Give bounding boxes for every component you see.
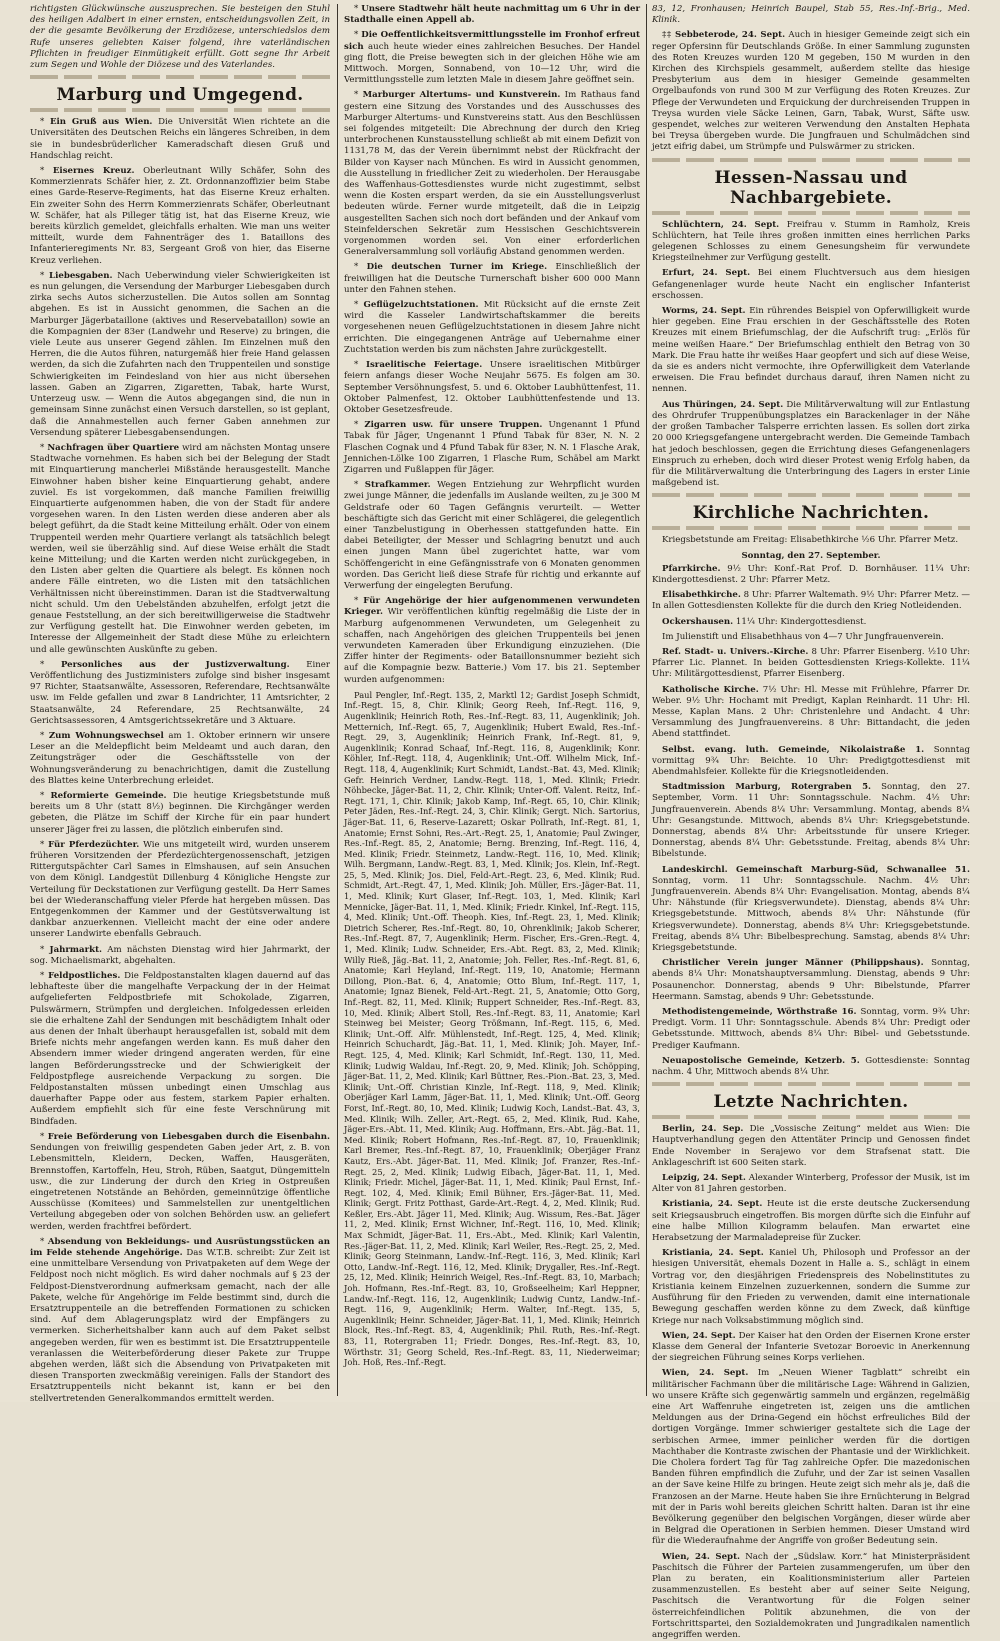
article-title: Feldpostliches. — [48, 971, 121, 982]
article-title: Christlicher Verein junger Männer (Philippshaus). — [662, 958, 924, 969]
article-title: Sebbeterode, 24. Sept. — [675, 30, 786, 41]
article-title: Wien, 24. Sept. — [662, 1551, 741, 1562]
separator-bar — [652, 158, 970, 162]
section-heading: Hessen-Nassau und Nachbargebiete. — [714, 167, 908, 208]
article: * Ein Gruß aus Wien. Die Universität Wien richtete an die Universitäten des Deutschen Reichs ein längeres Schreiben, in dem sie in bundesbrüderlicher Kameradschaft diesen Gruß und Handschlag reicht. — [30, 117, 331, 161]
article: * Unsere Stadtwehr hält heute nachmittag um 6 Uhr in der Stadthalle einen Appell ab. — [344, 4, 640, 26]
article-title: Unsere Stadtwehr hält heute nachmittag um 6 Uhr in der Stadthalle einen Appell ab. — [344, 4, 640, 26]
article-text: Sendungen von freiwillig gespendeten Gaben jeder Art, z. B. von Lebensmitteln, Kleidern, Decken, Waffen, Hausgeräten, Brennstoffen, Kartoffeln, Heu, Stroh, Rüben, Saatgut, Düngemitteln usw., die zur Linderung der durch den Krieg in Ostpreußen eingetretenen Notstände an Behörden, gemeinnützige öffentliche Ausschüsse (Komitees) und Sammelstellen zur unentgeltlichen Verteilung abgegeben oder von solchen Behörden usw. an geliefert werden, werden frachtfrei befördert. — [30, 1143, 330, 1232]
article: * Die Oeffentlichkeitsvermittlungsstelle im Fronhof erfreut sich auch heute wieder eines zahlreichen Besuches. Der Handel ging flott, die Preise bewegten sich in der gleichen Höhe wie am Mittwoch. Morgen, Sonnabend, von 10—12 Uhr, wird die Vermittlungsstelle zum letzten Male in diesem Jahre geöffnet sein. — [344, 30, 640, 86]
article-text: Freifrau v. Stumm in Ramholz, Kreis Schlüchtern, hat Teile ihres großen inmitten eines herrlichen Parks gelegenen Schlosses zu einem Genesungsheim für verwundete Kriegsteilnehmer zur Verfügung gestellt. — [652, 219, 970, 264]
article-text: 8 Uhr: Pfarrer Waltemath. 9½ Uhr: Pfarrer Metz. — In allen Gottesdiensten Kollekte für die durch den Krieg Notleidenden. — [652, 590, 971, 612]
article — [652, 306, 970, 396]
article-text: Die Universität Wien richtete an die Universitäten des Deutschen Reichs ein längeres Schreiben, in dem sie in bundesbrüderlicher Kameradschaft diesen Gruß und Handschlag reicht. — [30, 117, 331, 161]
church-item — [652, 1056, 970, 1078]
article: * Strafkammer. Wegen Entziehung zur Wehrpflicht wurden zwei junge Männer, die jedenfalls im Auslande weilten, zu je 300 M Geldstrafe oder 60 Tagen Gefängnis verurteilt. — Wetter beschäftigte sich das Gericht mit einer Schlägerei, die gelegentlich einer Tanzbelustigung in Oberhessen stattgefunden hatte. Ein dabei Beteiligter, der Messer und Schlagring benutzt und auch einen jungen Mann übel zugerichtet hatte, war vom Schöffengericht in eine Gefängnisstrafe von 6 Monaten genommen worden. Das Gericht ließ diese Strafe für richtig und erkannte auf Verwerfung der eingelegten Berufung. — [344, 480, 640, 591]
article: * Personliches aus der Justizverwaltung. Einer Veröffentlichung des Justizministers zufolge sind bisher insgesamt 97 Richter, Staatsanwälte, Assessoren, Referendare, Rechtsanwälte usw. im Felde gefallen und zwar 8 Landrichter, 11 Amtsrichter, 2 Staatsanwälte, 24 Referendare, 25 Rechtsanwälte, 24 Gerichtsassessoren, 4 Amtsgerichtssekretäre und 3 Aktuare. — [30, 659, 331, 726]
article-title: Marburger Altertums- und Kunstverein. — [362, 90, 561, 101]
separator-bar — [652, 211, 970, 215]
article-title: Für Pferdezüchter. — [48, 839, 140, 850]
article-text: Einer Veröffentlichung des Justizministers zufolge sind bisher insgesamt 97 Richter, Staatsanwälte, Assessoren, Referendare, Rechtsanwälte usw. im Felde gefallen und zwar 8 Landrichter, 11 Amtsrichter, 2 Staatsanwälte, 24 Referendare, 25 Rechtsanwälte, 24 Gerichtsassessoren, 4 Amtsgerichtssekretäre und 3 Aktuare. — [30, 659, 331, 726]
article-text: Im Julienstift und Elisabethhaus von 4—7 Uhr Jungfrauenverein. — [662, 631, 944, 642]
article-text: Gottesdienste: Sonntag nachm. 4 Uhr, Mittwoch abends 8¼ Uhr. — [652, 1055, 971, 1078]
article: ‡‡ Sebbeterode, 24. Sept. Auch in hiesiger Gemeinde zeigt sich ein reger Opfersinn für Deutschlands Größe. In einer Sammlung zugunsten des Roten Kreuzes wurden 120 M gegeben, 150 M wurden in den Kirchen des Kirchspiels gesammelt, außerdem stellte das hiesige Presbyterium aus dem in hiesiger Gemeinde gesammelten Orgelbaufonds von rund 300 M zur Verfügung des Roten Kreuzes. Zur Pflege der Verwundeten und Erquickung der durchreisenden Truppen in Treysa wurden viele Säcke Leinen, Garn, Tabak, Wurst, Säfte usw. gespendet, welches zur weiteren Verwendung den Anstalten Hephata bei Treysa übergeben wurde. Die Jungfrauen und Schulmädchen sind jetzt eifrig dabei, um Strümpfe und Pulswärmer zu stricken. — [652, 30, 971, 153]
article-text: Einschließlich der freiwilligen hat die Deutsche Turnerschaft bisher 600 000 Mann unter den Fahnen stehen. — [344, 262, 641, 295]
article: * Freie Beförderung von Liebesgaben durch die Eisenbahn. Sendungen von freiwillig gespendeten Gaben jeder Art, z. B. von Lebensmitteln, Kleidern, Decken, Waffen, Hausgeräten, Brennstoffen, Kartoffeln, Heu, Stroh, Rüben, Saatgut, Düngemitteln usw., die zur Linderung der durch den Krieg in Ostpreußen eingetretenen Notstände an Behörden, gemeinnützige öffentliche Ausschüsse (Komitees) und Sammelstellen zur unentgeltlichen Verteilung abgegeben oder von solchen Behörden usw. an geliefert werden, werden frachtfrei befördert. — [30, 1131, 330, 1232]
column-left — [30, 4, 331, 1404]
article: * Israelitische Feiertage. Unsere israelitischen Mitbürger feiern anfangs dieser Woche Neujahr 5675. Es folgen am 30. September Versöhnungsfest, 5. und 6. Oktober Laubhüttenfest, 11. Oktober Palmenfest, 12. Oktober Laubhüttenfestende und 13. Oktober Gesetzesfreude. — [344, 360, 641, 415]
article-title: Ockershausen. — [662, 616, 734, 627]
article-title: Zigarren usw. für unsere Truppen. — [364, 420, 543, 431]
separator-bar — [30, 75, 330, 79]
news-item — [652, 1368, 970, 1547]
article-title: Kristiania, 24. Sept. — [662, 1248, 764, 1259]
news-item — [652, 1331, 970, 1365]
article-title: Neuapostolische Gemeinde, Ketzerb. 5. — [662, 1055, 860, 1066]
article-title: Wien, 24. Sept. — [662, 1368, 749, 1379]
article-text: 9½ Uhr: Konf.-Rat Prof. D. Bornhäuser. 11¼ Uhr: Kindergottesdienst. 2 Uhr: Pfarrer Metz. — [652, 563, 970, 585]
church-item — [652, 647, 970, 681]
article-title: Israelitische Feiertage. — [365, 360, 483, 371]
article-title: Zum Wohnungswechsel — [48, 730, 164, 741]
separator-bar — [652, 1082, 970, 1086]
article-title: Selbst. evang. luth. Gemeinde, Nikolaistraße 1. — [662, 744, 925, 755]
news-item — [652, 1124, 970, 1169]
article-title: Die deutschen Turner im Kriege. — [366, 262, 548, 273]
article-text: Alexander Winterberg, Professor der Musik, ist im Alter von 81 Jahren gestorben. — [652, 1173, 970, 1195]
article-text: 7½ Uhr: Hl. Messe mit Frühlehre, Pfarrer Dr. Weber. 9½ Uhr: Hochamt mit Predigt, Kaplan Reinhardt. 11 Uhr: Hl. Messe, Kaplan Mans. 2 Uhr: Christenlehre und Andacht. 4 Uhr: Versammlung des Jungfrauenvereins. 8 Uhr: Bittandacht, die jeden Abend stattfindet. — [652, 684, 970, 740]
article-title: Wien, 24. Sept. — [662, 1330, 736, 1341]
article-text: Wie uns mitgeteilt wird, wurden unserem früheren Vorsitzenden der Pferdezüchtergenossenschaft, jetzigen Rittergutspächter Carl Sames in Elmshausen, auf sein Ansuchen von dem Königl. Landgestüt Dillenburg 4 Königliche Hengste zur Verteilung für Deckstationen zur Verfügung gestellt. Da Herr Sames bei der Wiederanschaffung vieler Pferde hat hergeben müssen. Das Entgegenkommen der Kammer und der Gestütsverwaltung ist dankbar anzuerkennen. Vielleicht macht der eine oder andere unserer Landwirte ebenfalls Gebrauch. — [30, 839, 331, 940]
article-text: 8 Uhr: Pfarrer Eisenberg. ½10 Uhr: Pfarrer Lic. Plannet. In beiden Gottesdiensten Kriegs-Kollekte. 11¼ Uhr: Militärgottesdienst, Pfarrer Eisenberg. — [652, 646, 971, 680]
section-heading: Kirchliche Nachrichten. — [692, 503, 930, 524]
article: * Zum Wohnungswechsel am 1. Oktober erinnern wir unsere Leser an die Meldepflicht beim Meldeamt und auch daran, den Zeitungsträger oder die Geschäftsstelle von der Wohnungsveränderung zu benachrichtigen, damit die Zustellung des Blattes keine Unterbrechung erleidet. — [30, 730, 330, 786]
article-title: Geflügelzuchtstationen. — [363, 300, 479, 311]
news-item — [652, 1248, 970, 1326]
article: * Für Pferdezüchter. Wie uns mitgeteilt wird, wurden unserem früheren Vorsitzenden der Pferdezüchtergenossenschaft, jetzigen Rittergutspächter Carl Sames in Elmshausen, auf sein Ansuchen von dem Königl. Landgestüt Dillenburg 4 Königliche Hengste zur Verteilung für Deckstationen zur Verfügung gestellt. Da Herr Sames bei der Wiederanschaffung vieler Pferde hat hergeben müssen. Das Entgegenkommen der Kammer und der Gestütsverwaltung ist dankbar anzuerkennen. Vielleicht macht der eine oder andere unserer Landwirte ebenfalls Gebrauch. — [30, 839, 331, 940]
church-item — [652, 958, 970, 1003]
church-item — [652, 1007, 970, 1052]
news-item — [652, 1173, 970, 1195]
church-item — [652, 617, 970, 628]
article-text: Sonntag, vorm. 11 Uhr: Sonntagsschule. Nachm. 4½ Uhr: Jungfrauenverein. Abends 8¼ Uhr: Evangelisation. Montag, abends 8¼ Uhr: Nähstunde (für Kriegsverwundete). Dienstag, abends 8¼ Uhr: Kriegsgebetstunde. Mittwoch, abends 8¼ Uhr: Nähstunde (für Kriegsverwundete). Donnerstag, abends 8¼ Uhr: Kriegsgebetstunde. Freitag, abends 8¼ Uhr: Bibelbesprechung. Samstag, abends 8¼ Uhr: Kriegsgebetstunde. — [652, 875, 970, 954]
article-text: Die Militärverwaltung will zur Entlastung des Ohrdrufer Truppenübungsplatzes ein Barackenlager in der Nähe der großen Tambacher Talsperre errichten lassen. Es sollen dort zirka 20 000 Kriegsgefangene untergebracht werden. Die Gemeinde Tambach hat jedoch beschlossen, gegen die Errichtung dieses Gefangenenlagers Einspruch zu erheben, doch wird dieser Protest wenig Erfolg haben, da für die Militärverwaltung die Unterbringung des Lagers in erster Linie maßgebend ist. — [652, 399, 970, 489]
article-text: Im Rathaus fand gestern eine Sitzung des Vorstandes und des Ausschusses des Marburger Altertums- und Kunstvereins statt. Aus den Beschlüssen sei folgendes mitgeteilt: Die Abrechnung der durch den Krieg unterbrochenen Kunstausstellung schließt ab mit einem Defizit von 1131,78 M, das der Verein übernimmt nebst der Rückfracht der Bilder von Kayser nach München. Es wird in Aussicht genommen, die Ausstellung in friedlicher Zeit zu wiederholen. Der Herausgabe des Waffenhaus-Gottesdienstes wurde nicht zugestimmt, selbst wenn die Kosten erspart werden, da sie ein Ausstellungsverlust bedeuten würde. Ferner wurde mitgeteilt, daß die in Leipzig ausgestellten Sachen sich noch dort befänden und der Ankauf vom Steinfelderschen Sekretär zum Hessischen Geschichtsverein vorgenommen worden sei. Von einer erforderlichen Generalversammlung soll vorläufig Abstand genommen werden. — [344, 90, 641, 258]
continued-text: 83, 12, Fronhausen; Heinrich Baupel, Stab 55, Res.-Inf.-Brig., Med. Klinik. — [652, 4, 970, 26]
article-text: Mit Rücksicht auf die ernste Zeit wird die Kasseler Landwirtschaftskammer die bereits vorgesehenen neuen Geflügelzuchtstationen in diesem Jahre nicht errichten. Die eingegangenen Anträge auf Uebernahme einer Zuchtstation werden bis zum nächsten Jahre zurückgestellt. — [344, 300, 641, 355]
article-text: Die Feldpostanstalten klagen dauernd auf das lebhafteste über die mangelhafte Verpackung der in der Heimat aufgelieferten Feldpostbriefe mit Schokolade, Zigarren, Pulswärmern, Strümpfen und dergleichen. Infolgedessen erleiden sie die erhaltene Zahl der Sendungen mit beschädigtem Inhalt oder aus denen der Inhalt überhaupt herausgefallen ist, sobald mit dem Briefe nichts mehr angefangen werden kann. Es muß daher den Absendern immer wieder dringend angeraten werden, für eine langen Beförderungsstrecke und der Schwierigkeit der Feldpostpflege ausreichende Verpackung zu sorgen. Die Feldpostanstalten müssen unbedingt einen Umschlag aus dauerhafter Pappe oder aus festem, starkem Papier erhalten. Außerdem empfiehlt sich für eine feste Verschnürung mit Bindfaden. — [30, 971, 330, 1127]
article: * Für Angehörige der hier aufgenommenen verwundeten Krieger. Wir veröffentlichen künftig regelmäßig die Liste der in Marburg aufgenommenen Verwundeten, um Gelegenheit zu schaffen, nach Angehörigen des gleichen Truppenteils bei jenen verwundeten Kameraden über Erkundigung einzuziehen. (Die Ziffer hinter der Regiments- oder Bataillonsnummer bezieht sich auf die Kompagnie bezw. Batterie.) Vom 17. bis 21. September wurden aufgenommen: — [344, 596, 640, 685]
article-text: Sonntag vormittag 9¾ Uhr: Beichte. 10 Uhr: Predigtgottesdienst mit Abendmahlsfeier. Kollekte für die Kriegsnotleidenden. — [652, 744, 970, 777]
separator-bar — [652, 493, 970, 497]
article-title: Pfarrkirche. — [662, 563, 721, 574]
article: * Jahrmarkt. Am nächsten Dienstag wird hier Jahrmarkt, der sog. Michaelismarkt, abgehalten. — [30, 944, 330, 966]
article-title: Methodistengemeinde, Wörthstraße 16. — [662, 1007, 857, 1018]
separator-bar — [30, 108, 330, 112]
article: * Feldpostliches. Die Feldpostanstalten klagen dauernd auf das lebhafteste über die mangelhafte Verpackung der in der Heimat aufgelieferten Feldpostbriefe mit Schokolade, Zigarren, Pulswärmern, Strümpfen und dergleichen. Infolgedessen erleiden sie die erhaltene Zahl der Sendungen mit beschädigtem Inhalt oder aus denen der Inhalt überhaupt herausgefallen ist, sobald mit dem Briefe nichts mehr angefangen werden kann. Es muß daher den Absendern immer wieder dringend angeraten werden, für eine langen Beförderungsstrecke und der Schwierigkeit der Feldpostpflege ausreichende Verpackung zu sorgen. Die Feldpostanstalten müssen unbedingt einen Umschlag aus dauerhafter Pappe oder aus festem, starkem Papier erhalten. Außerdem empfiehlt sich für eine feste Verschnürung mit Bindfaden. — [30, 971, 330, 1127]
article-title: Erfurt, 24. Sept. — [662, 268, 751, 279]
article-text: Oberleutnant Willy Schäfer, Sohn des Kommerzienrats Schäfer hier, z. Zt. Ordonnanzoffizier beim Stabe eines Garde-Reserve-Regiments, hat das Eiserne Kreuz erhalten. Ein zweiter Sohn des Herrn Kommerzienrats Schäfer, Oberleutnant W. Schäfer, hat als Pilleger tätig ist, hat das Eiserne Kreuz, wie bereits kürzlich gemeldet, gleichfalls erhalten. Wie man uns weiter mitteilt, wurde dem Fahnenträger des 1. Bataillons des Infanterieregiments Nr. 83, Sergeant Groß von hier, das Eiserne Kreuz verliehen. — [30, 166, 331, 266]
article-text: Sonntag, den 27. September, Vorm. 11 Uhr: Sonntagsschule. Nachm. 4½ Uhr: Jungfrauenverein. Abends 8¼ Uhr: Versammlung. Montag, abends 8¼ Uhr: Gesangstunde. Mittwoch, abends 8¼ Uhr: Kriegsgebetstunde. Donnerstag, abends 8¼ Uhr: Arbeitsstunde für unsere Krieger. Donnerstag, abends 8¼ Uhr: Gebetsstunde. Freitag, abends 8¼ Uhr: Bibelstunde. — [652, 782, 970, 860]
article-title: Landeskirchl. Gemeinschaft Marburg-Süd, Schwanallee 51. — [662, 864, 970, 875]
church-item — [652, 590, 970, 612]
article-text: Sonntag, abends 8¼ Uhr: Monatshauptversammlung. Dienstag, abends 9 Uhr: Posaunenchor. Donnerstag, abends 9 Uhr: Bibelstunde, Pfarrer Heermann. Samstag, abends 9 Uhr: Gebetsstunde. — [652, 958, 971, 1002]
article — [652, 268, 970, 302]
article-text: Im „Neuen Wiener Tagblatt“ schreibt ein militärischer Fachmann über die militärische Lage: Während in Galizien, wo unsere Kräfte sich gegenwärtig sammeln und ergänzen, regelmäßig eine Art Waffenruhe eingetreten ist, zeigen uns die amtlichen Meldungen aus der Drina-Gegend ein höchst erfreuliches Bild der dortigen Vorgänge. Immer schwieriger gestaltete sich die Lage der serbischen Armee, immer peinlicher werden für die dortigen Machthaber die Kontraste zwischen der Phantasie und der Wirklichkeit. Die Cholera fordert Tag für Tag zahlreiche Opfer. Die mazedonischen Banden führen empfindlich die Zufuhr, und der Zar ist seinen Vasallen an der Save keine Hilfe zu bringen. Heute zeigt sich mehr als je, daß die Franzosen an der Marne. Heute haben Sie ihre Ernüchterung in Belgrad mit der in Paris wohl bereits gleichen Schritt halten. Daran ist ihr eine Bevölkerung gegenüber den belgischen Vorgängen, dieser würde aber in Belgrad die Operationen in Serbien hemmen. Dieser Umstand wird für die Wiederaufnahme der Angriffe von großer Bedeutung sein. — [652, 1368, 971, 1547]
article-text: 11¼ Uhr: Kindergottesdienst. — [735, 616, 867, 627]
wounded-list: Paul Pengler, Inf.-Regt. 135, 2, Marktl 12; Gardist Joseph Schmidt, Inf.-Regt. 15, 8, Chir. Klinik; Georg Reeh, Inf.-Regt. 116, 9, Augenklinik; Heinrich Roth, Res.-Inf.-Regt. 83, 11, Augenklinik; Joh. Metternich, Inf.-Regt. 65, 7, Augenklinik; Hubert Ewald, Res.-Inf.-Regt. 29, 3, Augenklinik; Heinrich Frank, Inf.-Regt. 81, 9, Augenklinik; Konrad Schaaf, Inf.-Regt. 116, 8, Augenklinik; Konr. Köhler, Inf.-Regt. 118, 4, Augenklinik; Unt.-Off. Wilhelm Mick, Inf.-Regt. 118, 4, Augenklinik; Kurt Schmidt, Landst.-Bat. 43, Med. Klinik; Gefr. Heinrich Verdner, Landw.-Regt. 118, 1, Med. Klinik; Friedr. Nöhbecke, Jäger-Bat. 11, 2, Chir. Klinik; Unter-Off. Valent. Reitz, Inf.-Regt. 171, 1, Chir. Klinik; Jakob Kamp, Inf.-Regt. 65, 10, Chir. Klinik; Peter Jäden, Res.-Inf.-Regt. 24, 3, Chir. Klinik; Gergt. Nich. Sartorius, Jäger-Bat. 11, 6, Reserve-Lazarett; Oskar Pollrath, Inf.-Regt. 81, 1, Anatomie; Ernst Sohni, Res.-Art.-Regt. 25, 1, Anatomie; Paul Zwinger, Res.-Inf.-Regt. 85, 2, Anatomie; Berng. Brenzing, Inf.-Regt. 116, 4, Med. Klinik; Friedr. Steinmetz, Landw.-Regt. 116, 10, Med. Klinik; Wilh. Bergmann, Landw.-Regt. 83, 1, Med. Klinik; Jos. Klein, Inf.-Regt. 25, 5, Med. Klinik; Jos. Diel, Feld-Art.-Regt. 23, 6, Med. Klinik; Rud. Schmidt, Art.-Regt. 47, 1, Med. Klinik; Joh. Müller, Ers.-Jäger-Bat. 11, 1, Med. Klinik; Kurt Glaser, Inf.-Regt. 103, 1, Med. Klinik; Karl Mennicke, Jäger-Bat. 11, 1, Med. Klinik; Friedr. Kinkel, Inf.-Regt. 115, 4, Med. Klinik; Unt.-Off. Theoph. Kies, Inf.-Regt. 23, 1, Med. Klinik; Dietrich Scherer, Res.-Inf.-Regt. 80, 10, Ohrenklinik; Jakob Scherer, Res.-Inf.-Regt. 87, 7, Augenklinik; Herm. Fischer, Ers.-Gren.-Regt. 4, 1, Med. Klinik; Ludw. Schneider, Ers.-Abt. Regt. 83, 2, Med. Klinik; Willy Rieß, Jäg.-Bat. 11, 2, Anatomie; Joh. Feller, Res.-Inf.-Regt. 81, 6, Anatomie; Karl Heyland, Inf.-Regt. 119, 10, Anatomie; Hermann Dillong, Pion.-Bat. 6, 4, Anatomie; Otto Blum, Inf.-Regt. 117, 1, Anatomie; Ignaz Bienek, Feld-Art.-Regt. 21, 5, Anatomie; Otto Gorg, Inf.-Regt. 82, 11, Med. Klinik; Ruppert Schneider, Res.-Inf.-Regt. 83, 10, Med. Klinik; Albert Stoll, Res.-Inf.-Regt. 83, 11, Anatomie; Karl Steinweg bei Meister; Georg Trößmann, Inf.-Regt. 115, 6, Med. Klinik; Unt.-Off. Alfr. Mühlenstedt, Inf.-Regt. 125, 4, Med. Klinik; Heinrich Schuchardt, Jäg.-Bat. 11, 1, Med. Klinik; Joh. Mayer, Inf.-Regt. 125, 4, Med. Klinik; Karl Schmidt, Inf.-Regt. 130, 11, Med. Klinik; Ludwig Waldau, Inf.-Regt. 20, 9, Med. Klinik; Joh. Schöpping, Jäger-Bat. 11, 2, Med. Klinik; Karl Büttner, Res.-Pion.-Bat. 23, 3, Med. Klinik; Unt.-Off. Christian Kinzle, Inf.-Regt. 118, 9, Med. Klinik; Oberjäger Karl Lamm, Jäger-Bat. 11, 1, Med. Klinik; Unt.-Off. Georg Forst, Inf.-Regt. 80, 10, Med. Klinik; Ludwig Koch, Landst.-Bat. 43, 3, Med. Klinik; Wilh. Zeller, Art.-Regt. 65, 2, Med. Klinik, Rud. Kahe, Jäger-Ers.-Abt. 11, Med. Klinik; Aug. Hoffmann, Ers.-Abt. Jäg.-Bat. 11, Med. Klinik; Robert Hofmann, Res.-Inf.-Regt. 87, 10, Frauenklinik; Karl Bremer, Res.-Inf.-Regt. 87, 10, Frauenklinik; Oberjäger Franz Kautz, Ers.-Abt. Jäger-Bat. 11, Med. Klinik; Jof. Franzer, Res.-Inf.-Regt. 25, 2, Med. Klinik; Ludwig Eibach, Jäger-Bat. 11, 1, Med. Klinik; Friedr. Michel, Jäger-Bat. 11, 1, Med. Klinik; Paul Ernst, Inf.-Regt. 102, 4, Med. Klinik; Emil Bühner, Ers.-Jäger-Bat. 11, Med. Klinik; Gergt. Fritz Potthast, Garde-Art.-Regt. 4, 2, Med. Klinik; Rud. Keßler, Ers.-Abt. Jäger 11, Med. Klinik; Aug. Wissum, Res.-Bat. Jäger 11, 2, Med. Klinik; Ernst Wichner, Inf.-Regt. 116, 10, Med. Klinik; Max Schmidt, Jäger-Bat. 11, Ers.-Abt., Med. Klinik; Karl Valentin, Res.-Jäger-Bat. 11, 2, Med. Klinik; Karl Weiler, Res.-Regt. 25, 2, Med. Klinik; Georg Steinmann, Landw.-Inf.-Regt. 116, 3, Med. Klinik; Karl Otto, Landw.-Inf.-Regt. 116, 12, Med. Klinik; Drygaller, Res.-Inf.-Regt. 25, 12, Med. Klinik; Heinrich Weigel, Res.-Inf.-Regt. 83, 10, Marbach; Joh. Hofmann, Res.-Inf.-Regt. 83, 10, Großseelheim; Karl Heppner, Landw.-Inf.-Regt. 116, 12, Augenklinik; Ludwig Cuntz, Landw.-Inf.-Regt. 116, 9, Augenklinik; Herm. Walter, Inf.-Regt. 135, 5, Augenklinik; Heinr. Schneider, Jäger-Bat. 11, 1, Med. Klinik; Heinrich Block, Res.-Inf.-Regt. 83, 4, Augenklinik; Phil. Ruth, Res.-Inf.-Regt. 83, 11, Rotergraben 11; Friedr. Donges, Res.-Inf.-Regt. 83, 10, Wörthstr. 31; Georg Scheld, Res.-Inf.-Regt. 83, 11, Niederweimar; Joh. Hoß, Res.-Inf.-Regt. — [344, 689, 640, 1368]
separator-bar — [652, 526, 970, 530]
news-item — [652, 1552, 970, 1641]
article-title: Berlin, 24. Sep. — [662, 1124, 744, 1135]
column-rule — [646, 4, 647, 1396]
article-title: Katholische Kirche. — [662, 684, 759, 695]
article: * Eisernes Kreuz. Oberleutnant Willy Schäfer, Sohn des Kommerzienrats Schäfer hier, z. Zt. Ordonnanzoffizier beim Stabe eines Garde-Reserve-Regiments, hat das Eiserne Kreuz erhalten. Ein zweiter Sohn des Herrn Kommerzienrats Schäfer, Oberleutnant W. Schäfer, hat als Pilleger tätig ist, hat das Eiserne Kreuz, wie bereits kürzlich gemeldet, gleichfalls erhalten. Wie man uns weiter mitteilt, wurde dem Fahnenträger des 1. Bataillons des Infanterieregiments Nr. 83, Sergeant Groß von hier, das Eiserne Kreuz verliehen. — [30, 166, 331, 266]
article-text: am 1. Oktober erinnern wir unsere Leser an die Meldepflicht beim Meldeamt und auch daran, den Zeitungsträger oder die Geschäftsstelle von der Wohnungsveränderung zu benachrichtigen, damit die Zustellung des Blattes keine Unterbrechung erleidet. — [30, 730, 330, 786]
church-item — [652, 782, 970, 860]
article-title: Stadtmission Marburg, Rotergraben 5. — [662, 782, 872, 793]
article: * Die deutschen Turner im Kriege. Einschließlich der freiwilligen hat die Deutsche Turnerschaft bisher 600 000 Mann unter den Fahnen stehen. — [344, 262, 641, 295]
article-text: Sonntag, vorm. 9¾ Uhr: Predigt. Vorm. 11 Uhr: Sonntagsschule. Abends 8¼ Uhr: Predigt oder Gebetsstunde. Mittwoch, abends 8¼ Uhr: Bibel- und Gebetsstunde. Prediger Kaufmann. — [652, 1007, 970, 1051]
article-title: Ref. Stadt- u. Univers.-Kirche. — [662, 646, 809, 657]
article-title: Die Oeffentlichkeitsvermittlungsstelle im Fronhof erfreut sich — [344, 30, 640, 52]
column-right — [652, 4, 971, 1640]
church-intro: Kriegsbetstunde am Freitag: Elisabethkirche ½6 Uhr. Pfarrer Metz. — [662, 535, 959, 546]
article-title: Strafkammer. — [364, 480, 431, 491]
article-text: Nach der „Südslaw. Korr.“ hat Ministerpräsident Paschitsch die Führer der Parteien zusammengerufen, um über den Plan zu beraten, ein Koalitionsministerium aller Parteien zusammenzustellen. Es besteht aber auf seiner Seite Neigung, Paschitsch die Verantwortung für die Folgen seiner österreichfeindlichen Politik abzunehmen, die von der Fortschrittspartei, den Sozialdemokraten und Jungradikalen namentlich angegriffen werden. — [652, 1551, 971, 1640]
article-text: Bei einem Fluchtversuch aus dem hiesigen Gefangenenlager wurde heute Nacht ein englischer Infanterist erschossen. — [652, 268, 971, 301]
article: * Liebesgaben. Nach Ueberwindung vieler Schwierigkeiten ist es nun gelungen, die Versendung der Marburger Liebesgaben durch zirka sechs Autos sicherzustellen. Die Autos sollen am Sonntag abgehen. Es ist in Aussicht genommen, die Sachen an die Marburger Jägerbataillone (aktives und Reservebataillon) sowie an die Kompagnien der 83er (Landwehr und Reserve) zu bringen, die viele Leute aus unserer Gegend zählen. Im Einzelnen muß den Herren, die die Autos führen, naturgemäß hier freie Hand gelassen werden, da sich die Zufahrten nach den Truppenteilen und sonstige Schwierigkeiten im Feindesland von hier aus nicht übersehen lassen. Gaben an Zigarren, Zigaretten, Tabak, harte Wurst, Unterzeug usw. — Wenn die Autos abgegangen sind, die nun in gemeinsam Sinne zunächst einen Versuch darstellen, so ist geplant, daß die Annahmestellen auch ferner Gaben annehmen zur Versendung späterer Liebesgabensendungen. — [30, 270, 331, 438]
article-text: Ungenannt 1 Pfund Tabak für Jäger, Ungenannt 1 Pfund Tabak für 83er, N. N. 2 Flaschen Cognak und 4 Pfund Tabak für 83er, N. N. 1 Flasche Arak, Jennichen-Lölke 100 Zigarren, 1 Flasche Rum, Schäbel am Markt Zigarren und Fußlappen für Jäger. — [344, 420, 640, 475]
column-rule — [337, 4, 338, 1396]
church-item — [652, 685, 970, 741]
article-title: Absendung von Bekleidungs- und Ausrüstungsstücken an im Felde stehende Angehörige. — [30, 1236, 330, 1258]
article-title: Schlüchtern, 24. Sept. — [662, 219, 780, 230]
article-text: Der Kaiser hat den Orden der Eisernen Krone erster Klasse dem General der Infanterie Svetozar Boroevic in Anerkennung der siegreichen Führung seines Korps verliehen. — [652, 1330, 970, 1364]
article-title: Eisernes Kreuz. — [52, 166, 135, 177]
article-text: wird am nächsten Montag unsere Stadtwache vornehmen. Es haben sich bei der Belegung der Stadt mit Einquartierung mancherlei Mißstände herausgestellt. Manche Einwohner haben bisher keine Einquartierung gehabt, andere zuviel. Es ist vorgekommen, daß manche Familien freiwillig Einquartierte aufgenommen haben, die von der Stadt für andere vorgesehen waren. In den Listen werden diese anderen aber als belegt geführt, da die Stadt keine Mitteilung erhält. Oder von einem Truppenteil werden mehr Quartiere verlangt als tatsächlich belegt werden, weil sie überzählig sind. Auf diese Weise erhält die Stadt keine Mitteilung; und die Karten werden nicht zurückgegeben, in den Listen aber gelten die Quartiere als belegt. Es können noch andere Fälle eintreten, wo die Listen mit den tatsächlichen Verhältnissen nicht übereinstimmen. Daran ist die Stadtverwaltung nicht schuld. Um den Uebelständen abzuhelfen, erfolgt jetzt die genaue Feststellung, an der sich bereitwilligerweise die Stadtwehr zur Verfügung gestellt hat. Die Einwohner werden gebeten, im Interesse der Allgemeinheit der Stadt diese Mühe zu erleichtern und alle gewünschten Auskünfte zu geben. — [30, 442, 331, 655]
article-title: Kristiania, 24. Sept. — [662, 1199, 763, 1210]
article-text: Wir veröffentlichen künftig regelmäßig die Liste der in Marburg aufgenommenen Verwundeten, um Gelegenheit zu schaffen, nach Angehörigen des gleichen Truppenteils bei jenen verwundeten Kameraden über Erkundigung einzuziehen. (Die Ziffer hinter der Regiments- oder Bataillonsnummer bezieht sich auf die Kompagnie bezw. Batterie.) Vom 17. bis 21. September wurden aufgenommen: — [344, 607, 640, 685]
article-title: Freie Beförderung von Liebesgaben durch die Eisenbahn. — [47, 1131, 330, 1142]
article-text: Am nächsten Dienstag wird hier Jahrmarkt, der sog. Michaelismarkt, abgehalten. — [30, 944, 330, 966]
article-title: Jahrmarkt. — [49, 944, 103, 955]
article-text: Ein rührendes Beispiel von Opferwilligkeit wurde hier gegeben. Eine Frau erschien in der Geschäftsstelle des Roten Kreuzes mit einem Briefumschlag, der die Aufschrift trug: „Erlös für meine weißen Haare.“ Der Briefumschlag enthielt den Betrag von 30 Mark. Die Frau hatte ihr weißes Haar geopfert und sich auf diese Weise, da sie es anders nicht vermochte, ihre Opferwilligkeit dem Vaterlande erweisen. Die Frau befindet durchaus darauf, ihren Namen nicht zu nennen. — [652, 306, 970, 395]
church-item — [652, 865, 970, 955]
article-text: auch heute wieder eines zahlreichen Besuches. Der Handel ging flott, die Preise bewegten sich in der gleichen Höhe wie am Mittwoch. Morgen, Sonnabend, von 10—12 Uhr, wird die Vermittlungsstelle zum letzten Male in diesem Jahre geöffnet sein. — [344, 41, 640, 86]
article-text: Nach Ueberwindung vieler Schwierigkeiten ist es nun gelungen, die Versendung der Marburger Liebesgaben durch zirka sechs Autos sicherzustellen. Die Autos sollen am Sonntag abgehen. Es ist in Aussicht genommen, die Sachen an die Marburger Jägerbataillone (aktives und Reservebataillon) sowie an die Kompagnien der 83er (Landwehr und Reserve) zu bringen, die viele Leute aus unserer Gegend zählen. Im Einzelnen muß den Herren, die die Autos führen, naturgemäß hier freie Hand gelassen werden, da sich die Zufahrten nach den Truppenteilen und sonstige Schwierigkeiten im Feindesland von hier aus nicht übersehen lassen. Gaben an Zigarren, Zigaretten, Tabak, harte Wurst, Unterzeug usw. — Wenn die Autos abgegangen sind, die nun in gemeinsam Sinne zunächst einen Versuch darstellen, so ist geplant, daß die Annahmestellen auch ferner Gaben annehmen zur Versendung späterer Liebesgabensendungen. — [30, 270, 331, 438]
article-title: Personliches aus der Justizverwaltung. — [60, 659, 290, 670]
article-text: Kaniel Uh, Philosoph und Professor an der hiesigen Universität, ehemals Dozent in Halle a. S., schlägt in einem Vortrag vor, den diesjährigen Friedenspreis des Nobelinstitutes zu Kristiania keinem Einzelnen zuzuerkennen, sondern die Summe zur Ausführung für den Frieden zu verwenden, damit eine internationale Bewegung geschaffen werden könne zu dem Zweck, daß künftige Kriege nur nach Volksabstimmung möglich sind. — [652, 1248, 970, 1326]
article-title: Für Angehörige der hier aufgenommenen verwundeten Krieger. — [344, 596, 640, 618]
church-date: Sonntag, den 27. September. — [741, 550, 881, 561]
article-text: Unsere israelitischen Mitbürger feiern anfangs dieser Woche Neujahr 5675. Es folgen am 30. September Versöhnungsfest, 5. und 6. Oktober Laubhüttenfest, 11. Oktober Palmenfest, 12. Oktober Laubhüttenfestende und 13. Oktober Gesetzesfreude. — [344, 360, 641, 415]
article-title: Reformierte Gemeinde. — [50, 791, 167, 801]
section-heading: Marburg und Umgegend. — [56, 85, 304, 106]
article — [652, 400, 970, 490]
column-middle — [344, 4, 640, 1396]
church-item — [652, 632, 970, 643]
article-text: Die heutige Kriegsbetstunde muß bereits um 8 Uhr (statt 8½) beginnen. Die Kirchgänger werden gebeten, die Plätze im Schiff der Kirche für ein paar hundert unserer Jäger frei zu lassen, die plötzlich einberufen sind. — [30, 791, 331, 835]
article-title: Liebesgaben. — [49, 270, 113, 281]
continued-text: richtigsten Glückwünsche auszusprechen. Sie besteigen den Stuhl des heiligen Adalbert in einer ernsten, entscheidungsvollen Zeit, in der die gesamte Bevölkerung der Erzdiözese, unterschiedslos dem Rufe unseres geliebten Kaiser folgend, ihre vaterländischen Pflichten in freudiger Einmütigkeit erfüllt. Gott segne Ihr Arbeit zum Segen und Wohle der Diözese und des Vaterlandes. — [30, 4, 330, 71]
article-text: Die „Vossische Zeitung“ meldet aus Wien: Die Hauptverhandlung gegen den Attentäter Princip und Genossen findet Ende November in Serajewo vor dem Strafsenat statt. Die Anklageschrift ist 600 Seiten stark. — [652, 1124, 971, 1168]
article-title: Worms, 24. Sept. — [662, 306, 746, 317]
article-text: Heute ist die erste deutsche Zuckersendung seit Kriegsausbruch eingetroffen. Bis morgen dürfte sich die Einfuhr auf eine halbe Million Kilogramm belaufen. Man erwartet eine Herabsetzung der Marmaladepreise für Zucker. — [652, 1199, 971, 1244]
article: * Nachfragen über Quartiere wird am nächsten Montag unsere Stadtwache vornehmen. Es haben sich bei der Belegung der Stadt mit Einquartierung mancherlei Mißstände herausgestellt. Manche Einwohner haben bisher keine Einquartierung gehabt, andere zuviel. Es ist vorgekommen, daß manche Familien freiwillig Einquartierte aufgenommen haben, die von der Stadt für andere vorgesehen waren. In den Listen werden diese anderen aber als belegt geführt, da die Stadt keine Mitteilung erhält. Oder von einem Truppenteil werden mehr Quartiere verlangt als tatsächlich belegt werden, weil sie überzählig sind. Auf diese Weise erhält die Stadt keine Mitteilung; und die Karten werden nicht zurückgegeben, in den Listen aber gelten die Quartiere als belegt. Es können noch andere Fälle eintreten, wo die Listen mit den tatsächlichen Verhältnissen nicht übereinstimmen. Daran ist die Stadtverwaltung nicht schuld. Um den Uebelständen abzuhelfen, erfolgt jetzt die genaue Feststellung, an der sich bereitwilligerweise die Stadtwehr zur Verfügung gestellt hat. Die Einwohner werden gebeten, im Interesse der Allgemeinheit der Stadt diese Mühe zu erleichtern und alle gewünschten Auskünfte zu geben. — [30, 442, 331, 655]
article-list — [30, 117, 330, 1405]
article: * Geflügelzuchtstationen. Mit Rücksicht auf die ernste Zeit wird die Kasseler Landwirtschaftskammer die bereits vorgesehenen neuen Geflügelzuchtstationen in diesem Jahre nicht errichten. Die eingegangenen Anträge auf Uebernahme einer Zuchtstation werden bis zum nächsten Jahre zurückgestellt. — [344, 300, 641, 355]
article-title: Elisabethkirche. — [662, 590, 741, 601]
article-title: Aus Thüringen, 24. Sept. — [662, 399, 784, 410]
article-title: Nachfragen über Quartiere — [47, 442, 180, 453]
article-text: Das W.T.B. schreibt: Zur Zeit ist eine unmittelbare Versendung von Privatpaketen auf dem Wege der Feldpost noch nicht möglich. Es wird daher nochmals auf § 23 der Feldpost-Dienstverordnung aufmerksam gemacht, nach der alle Pakete, welche für Angehörige im Felde bestimmt sind, durch die Ersatztruppenteile an die betreffenden Formationen zu schicken sind. Auf dem Ablagerungsplatz wird der Empfängers zu vermerken. Sicherheitshalber kann auch auf dem Paket selbst angegeben werden, für wen es bestimmt ist. Die Ersatztruppenteile veranlassen die Weiterbeförderung dieser Pakete zur Truppe abgehen werden, läßt sich die Absendung von Privatpaketen mit diesen Transporten zweckmäßig vereinigen. Falls der Standort des Ersatztruppenteils nicht bekannt ist, kann er bei den stellvertretenden Generalkommandos ermittelt werden. — [30, 1247, 330, 1404]
church-item — [652, 745, 970, 779]
church-item — [652, 564, 970, 586]
separator-bar — [652, 1115, 970, 1119]
article: * Zigarren usw. für unsere Truppen. Ungenannt 1 Pfund Tabak für Jäger, Ungenannt 1 Pfund Tabak für 83er, N. N. 2 Flaschen Cognak und 4 Pfund Tabak für 83er, N. N. 1 Flasche Arak, Jennichen-Lölke 100 Zigarren, 1 Flasche Rum, Schäbel am Markt Zigarren und Fußlappen für Jäger. — [344, 420, 640, 475]
news-item — [652, 1199, 970, 1244]
section-heading: Letzte Nachrichten. — [713, 1092, 909, 1113]
article — [652, 220, 970, 265]
article: * Reformierte Gemeinde. Die heutige Kriegsbetstunde muß bereits um 8 Uhr (statt 8½) beginnen. Die Kirchgänger werden gebeten, die Plätze im Schiff der Kirche für ein paar hundert unserer Jäger frei zu lassen, die plötzlich einberufen sind. — [30, 791, 331, 835]
article: * Marburger Altertums- und Kunstverein. Im Rathaus fand gestern eine Sitzung des Vorstandes und des Ausschusses des Marburger Altertums- und Kunstvereins statt. Aus den Beschlüssen sei folgendes mitgeteilt: Die Abrechnung der durch den Krieg unterbrochenen Kunstausstellung schließt ab mit einem Defizit von 1131,78 M, das der Verein übernimmt nebst der Rückfracht der Bilder von Kayser nach München. Es wird in Aussicht genommen, die Ausstellung in friedlicher Zeit zu wiederholen. Der Herausgabe des Waffenhaus-Gottesdienstes wurde nicht zugestimmt, selbst wenn die Kosten erspart werden, da sie ein Ausstellungsverlust bedeuten würde. Ferner wurde mitgeteilt, daß die in Leipzig ausgestellten Sachen sich noch dort befänden und der Ankauf vom Steinfelderschen Sekretär zum Hessischen Geschichtsverein vorgenommen worden sei. Von einer erforderlichen Generalversammlung soll vorläufig Abstand genommen werden. — [344, 90, 641, 258]
article-text: Auch in hiesiger Gemeinde zeigt sich ein reger Opfersinn für Deutschlands Größe. In einer Sammlung zugunsten des Roten Kreuzes wurden 120 M gegeben, 150 M wurden in den Kirchen des Kirchspiels gesammelt, außerdem stellte das hiesige Presbyterium aus dem in hiesiger Gemeinde gesammelten Orgelbaufonds von rund 300 M zur Verfügung des Roten Kreuzes. Zur Pflege der Verwundeten und Erquickung der durchreisenden Truppen in Treysa wurden viele Säcke Leinen, Garn, Tabak, Wurst, Säfte usw. gespendet, welches zur weiteren Verwendung den Anstalten Hephata bei Treysa übergeben wurde. Die Jungfrauen und Schulmädchen sind jetzt eifrig dabei, um Strümpfe und Pulswärmer zu stricken. — [652, 30, 971, 153]
article-title: Ein Gruß aus Wien. — [49, 117, 153, 128]
article-title: Leipzig, 24. Sept. — [662, 1173, 746, 1184]
article-text: Wegen Entziehung zur Wehrpflicht wurden zwei junge Männer, die jedenfalls im Auslande weilten, zu je 300 M Geldstrafe oder 60 Tagen Gefängnis verurteilt. — Wetter beschäftigte sich das Gericht mit einer Schlägerei, die gelegentlich einer Tanzbelustigung in Oberhessen stattgefunden hatte. Ein dabei Beteiligter, der Messer und Schlagring benutzt und auch einen jungen Mann übel zugerichtet hatte, war vom Schöffengericht in eine Gefängnisstrafe von 6 Monaten genommen worden. Das Gericht ließ diese Strafe für richtig und erkannte auf Verwerfung der eingelegten Berufung. — [344, 480, 640, 591]
article: * Absendung von Bekleidungs- und Ausrüstungsstücken an im Felde stehende Angehörige. Das W.T.B. schreibt: Zur Zeit ist eine unmittelbare Versendung von Privatpaketen auf dem Wege der Feldpost noch nicht möglich. Es wird daher nochmals auf § 23 der Feldpost-Dienstverordnung aufmerksam gemacht, nach der alle Pakete, welche für Angehörige im Felde bestimmt sind, durch die Ersatztruppenteile an die betreffenden Formationen zu schicken sind. Auf dem Ablagerungsplatz wird der Empfängers zu vermerken. Sicherheitshalber kann auch auf dem Paket selbst angegeben werden, für wen es bestimmt ist. Die Ersatztruppenteile veranlassen die Weiterbeförderung dieser Pakete zur Truppe abgehen werden, läßt sich die Absendung von Privatpaketen mit diesen Transporten zweckmäßig vereinigen. Falls der Standort des Ersatztruppenteils nicht bekannt ist, kann er bei den stellvertretenden Generalkommandos ermittelt werden. — [30, 1236, 330, 1404]
